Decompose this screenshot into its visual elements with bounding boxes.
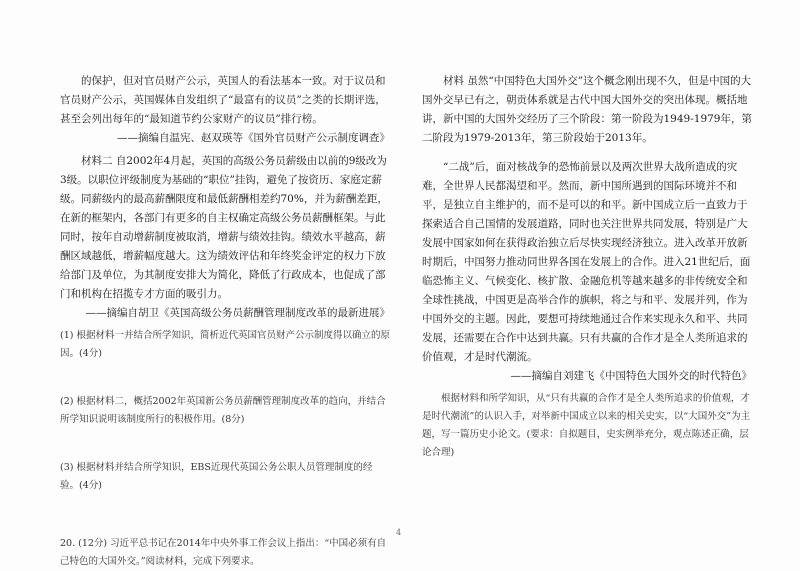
- right-source: ——摘编自刘建飞《中国特色大国外交的时代特色》: [510, 370, 752, 382]
- left-paragraph-1: 的保护，但对官员财产公示，英国人的看法基本一致。对于议员和官员财产公示，英国媒体自发组织了“最富有的议员”之类的长期评选，甚至会列出每年的“最知道节约公家财产的议员”排行榜。: [60, 75, 386, 125]
- question-20: 20. (12分) 习近平总书记在2014年中央外事工作会议上指出：“中国必须有自己特色的大国外交。”阅读材料，完成下列要求。: [60, 538, 387, 567]
- right-material-paragraph-1: 材料 虽然“中国特色大国外交”这个概念刚出现不久，但是中国的大国外交早已有之，朝贡体系就是古代中国大国外交的突出体现。概括地讲，新中国的大国外交经历了三个阶段：第一阶段为1949-1979年，第二阶段为1979-2013年，第三阶段始于2013年。: [422, 75, 752, 144]
- right-column: [422, 72, 752, 462]
- material-two-paragraph: 材料二 自2002年4月起，英国的高级公务员薪级由以前的9级改为3级。以职位评级制度为基础的“职位”挂钩，避免了按资历、家庭定薪级。同薪级内的最高薪酬限度和最低薪酬相差约70%，并为薪酬差距，在新的框架内，各部门有更多的自主权确定高级公务员薪酬框架。与此同时，按年自动增薪制度被取消，增薪与绩效挂钩。绩效水平越高，薪酬区域越低，增薪幅度越大。这为绩效评估和年终奖金评定的权力下放给部门及单位，为其制度安排大为简化，降低了行政成本，也促成了部门和机构在招揽专才方面的吸引力。: [60, 155, 388, 300]
- left-column: [60, 72, 390, 571]
- left-source-1: ——摘编自温宪、赵双瑛等《国外官员财产公示制度调查》: [117, 132, 390, 144]
- question-3: (3) 根据材料并结合所学知识，EBS近现代英国公务公职人员管理制度的经验。(4分): [60, 462, 373, 491]
- question-2: (2) 根据材料二，概括2002年英国新公务员薪酬管理制度改革的趋向，并结合所学知识说明该制度所行的积极作用。(8分): [60, 396, 386, 425]
- right-material-paragraph-2: “二战”后，面对核战争的恐怖前景以及两次世界大战所造成的灾难，全世界人民都渴望和平。然而，新中国所遇到的国际环境并不和平，是独立自主维护的，而不是可以的和平。新中国成立后一直致力于探索适合自己国情的发展道路，同时也关注世界共同发展，特别是广大发展中国家如何在获得政治独立后尽快实现经济独立。进入改革开放新时期后，中国努力推动同世界各国在发展上的合作。进入21世纪后，面临恐怖主义、气候变化、核扩散、金融危机等越来越多的非传统安全和全球性挑战，中国更是高举合作的旗帜，将之与和平、发展并列，作为中国外交的主题。因此，要想可持续地通过合作来实现永久和平、共同发展，还需要在合作中达到共赢。只有共赢的合作才是全人类所追求的价值观，才是时代潮流。: [422, 161, 751, 363]
- left-source-2: ——摘编自胡卫《英国高级公务员薪酬管理制度改革的最新进展》: [85, 307, 390, 319]
- page-number: 4: [396, 528, 402, 537]
- question-1: (1) 根据材料一并结合所学知识，简析近代英国官员财产公示制度得以确立的原因。(4分): [60, 330, 390, 359]
- essay-question: 根据材料和所学知识，从“只有共赢的合作才是全人类所追求的价值观，才是时代潮流”的认识入手，对举新中国成立以来的相关史实，以“大国外交”为主题，写一篇历史小论文。(要求：自拟题目，史实例举充分，观点陈述正确，层论合理): [422, 393, 751, 458]
